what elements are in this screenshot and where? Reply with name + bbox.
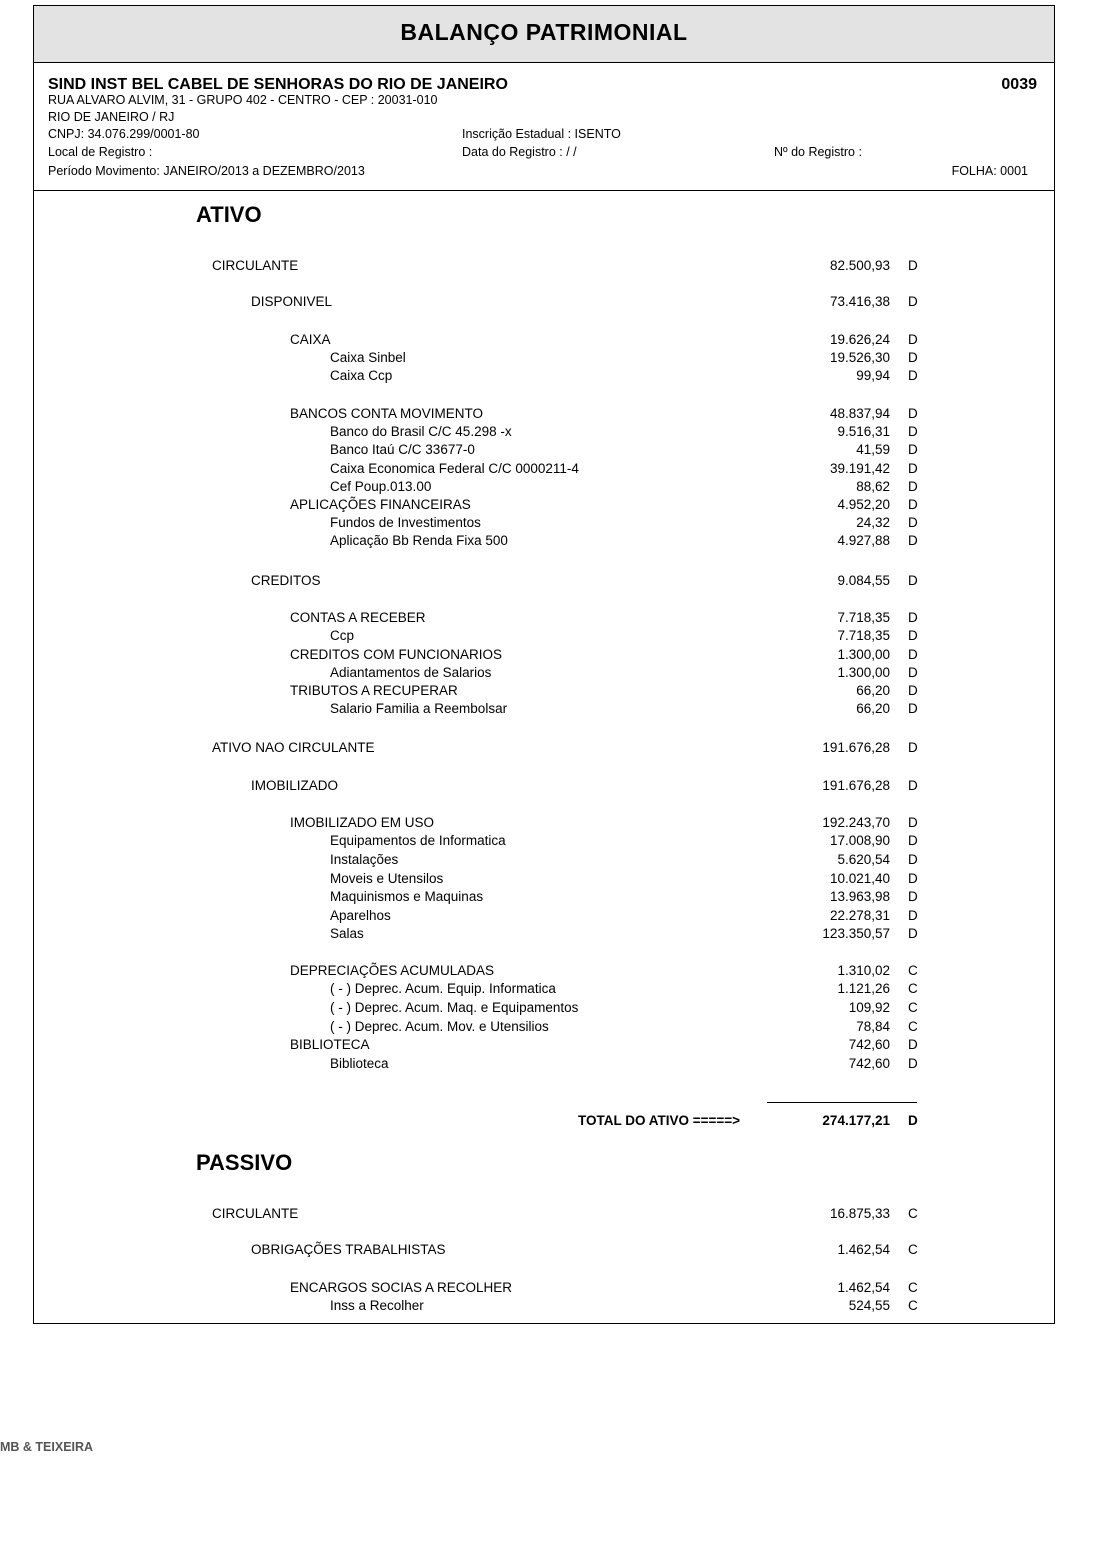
row-label: Banco do Brasil C/C 45.298 -x: [330, 424, 512, 439]
row-amount: 7.718,35: [837, 628, 890, 643]
row-label: Fundos de Investimentos: [330, 515, 481, 530]
row-dc: D: [908, 406, 918, 421]
row-dc: C: [908, 1242, 918, 1257]
row-label: IMOBILIZADO: [251, 778, 339, 793]
local-registro: Local de Registro :: [48, 145, 153, 159]
row-amount: 109,92: [848, 1000, 890, 1015]
table-row: [34, 293, 1054, 311]
row-amount: 66,20: [856, 683, 890, 698]
row-amount: 4.927,88: [837, 533, 890, 548]
row-label: OBRIGAÇÕES TRABALHISTAS: [251, 1242, 446, 1257]
row-dc: D: [908, 258, 918, 273]
row-dc: D: [908, 533, 918, 548]
table-row: [34, 777, 1054, 795]
row-dc: D: [908, 871, 918, 886]
row-dc: D: [908, 889, 918, 904]
row-amount: 16.875,33: [829, 1206, 890, 1221]
table-row: [34, 331, 1054, 349]
numero-registro: Nº do Registro :: [774, 145, 862, 159]
table-row: [34, 907, 1054, 925]
row-label: DISPONIVEL: [251, 294, 333, 309]
table-row: [34, 814, 1054, 832]
row-label: Aparelhos: [330, 908, 391, 923]
row-amount: 22.278,31: [829, 908, 890, 923]
company-address: RUA ALVARO ALVIM, 31 - GRUPO 402 - CENTRO - CEP : 20031-010: [48, 93, 438, 107]
total-dc: D: [908, 1113, 918, 1128]
table-row: [34, 1297, 1054, 1315]
row-label: TRIBUTOS A RECUPERAR: [290, 683, 458, 698]
table-row: [34, 460, 1054, 478]
row-dc: D: [908, 350, 918, 365]
table-row: [34, 682, 1054, 700]
row-dc: D: [908, 442, 918, 457]
row-amount: 48.837,94: [829, 406, 890, 421]
row-dc: D: [908, 628, 918, 643]
row-label: Salario Familia a Reembolsar: [330, 701, 508, 716]
row-dc: C: [908, 1019, 918, 1034]
company-name: SIND INST BEL CABEL DE SENHORAS DO RIO DE JANEIRO: [48, 76, 508, 93]
table-row: [34, 925, 1054, 943]
total-amount: 274.177,21: [822, 1113, 890, 1128]
table-row: [34, 496, 1054, 514]
row-label: DEPRECIAÇÕES ACUMULADAS: [290, 963, 495, 978]
row-label: CREDITOS: [251, 573, 321, 588]
table-row: [34, 980, 1054, 998]
row-label: IMOBILIZADO EM USO: [290, 815, 435, 830]
row-amount: 99,94: [856, 368, 890, 383]
table-row: [34, 367, 1054, 385]
row-amount: 1.462,54: [837, 1280, 890, 1295]
row-amount: 13.963,98: [829, 889, 890, 904]
data-registro: Data do Registro : / /: [462, 145, 577, 159]
row-amount: 1.462,54: [837, 1242, 890, 1257]
row-amount: 191.676,28: [822, 740, 890, 755]
row-dc: C: [908, 1280, 918, 1295]
row-dc: D: [908, 610, 918, 625]
document-header: [34, 63, 1054, 191]
row-amount: 191.676,28: [822, 778, 890, 793]
company-code: 0039: [1001, 76, 1037, 93]
row-dc: D: [908, 852, 918, 867]
table-row: [34, 627, 1054, 645]
periodo-movimento: Período Movimento: JANEIRO/2013 a DEZEMBRO/2013: [48, 164, 365, 178]
table-row: [34, 405, 1054, 423]
row-label: Equipamentos de Informatica: [330, 833, 506, 848]
table-row: [34, 1279, 1054, 1297]
table-row: [34, 423, 1054, 441]
row-amount: 192.243,70: [822, 815, 890, 830]
row-label: Caixa Sinbel: [330, 350, 406, 365]
row-dc: D: [908, 424, 918, 439]
section-title-passivo: PASSIVO: [196, 1150, 293, 1175]
table-row: [34, 700, 1054, 718]
row-amount: 88,62: [856, 479, 890, 494]
row-amount: 742,60: [848, 1056, 890, 1071]
row-dc: C: [908, 963, 918, 978]
row-dc: D: [908, 908, 918, 923]
row-label: BIBLIOTECA: [290, 1037, 370, 1052]
table-row: [34, 739, 1054, 757]
row-label: CIRCULANTE: [212, 1206, 299, 1221]
row-amount: 39.191,42: [829, 461, 890, 476]
table-row: [34, 664, 1054, 682]
row-label: ATIVO NAO CIRCULANTE: [212, 740, 375, 755]
row-label: CAIXA: [290, 332, 331, 347]
row-label: ( - ) Deprec. Acum. Mov. e Utensilios: [330, 1019, 549, 1034]
row-amount: 17.008,90: [829, 833, 890, 848]
table-row: [34, 609, 1054, 627]
table-row: [34, 1036, 1054, 1054]
row-amount: 41,59: [856, 442, 890, 457]
section-title-ativo: ATIVO: [196, 202, 262, 227]
row-dc: D: [908, 740, 918, 755]
table-row: [34, 478, 1054, 496]
row-dc: D: [908, 332, 918, 347]
footer-text: MB & TEIXEIRA: [0, 1440, 94, 1454]
table-row: [34, 572, 1054, 590]
row-amount: 1.300,00: [837, 665, 890, 680]
table-row: [34, 962, 1054, 980]
total-label: TOTAL DO ATIVO =====>: [578, 1113, 741, 1128]
row-dc: C: [908, 1206, 918, 1221]
row-label: Caixa Ccp: [330, 368, 393, 383]
row-dc: D: [908, 368, 918, 383]
table-row: [34, 646, 1054, 664]
row-amount: 4.952,20: [837, 497, 890, 512]
page-title: BALANÇO PATRIMONIAL: [34, 6, 1054, 63]
table-row: [34, 257, 1054, 275]
company-city: RIO DE JANEIRO / RJ: [48, 110, 175, 124]
row-dc: D: [908, 479, 918, 494]
table-row: [34, 1018, 1054, 1036]
row-dc: D: [908, 647, 918, 662]
row-dc: D: [908, 294, 918, 309]
row-amount: 1.310,02: [837, 963, 890, 978]
row-label: Inss a Recolher: [330, 1298, 424, 1313]
row-label: Moveis e Utensilos: [330, 871, 444, 886]
row-label: Aplicação Bb Renda Fixa 500: [330, 533, 508, 548]
table-row: [34, 870, 1054, 888]
table-row: [34, 999, 1054, 1017]
row-dc: D: [908, 926, 918, 941]
row-label: Caixa Economica Federal C/C 0000211-4: [330, 461, 579, 476]
row-label: Cef Poup.013.00: [330, 479, 432, 494]
row-dc: D: [908, 1037, 918, 1052]
row-label: APLICAÇÕES FINANCEIRAS: [290, 497, 471, 512]
row-label: ( - ) Deprec. Acum. Equip. Informatica: [330, 981, 556, 996]
row-amount: 5.620,54: [837, 852, 890, 867]
row-label: Adiantamentos de Salarios: [330, 665, 492, 680]
row-dc: D: [908, 515, 918, 530]
row-label: CONTAS A RECEBER: [290, 610, 426, 625]
row-amount: 1.300,00: [837, 647, 890, 662]
row-amount: 78,84: [856, 1019, 890, 1034]
table-row: [34, 851, 1054, 869]
table-row: [34, 441, 1054, 459]
row-dc: C: [908, 1000, 918, 1015]
document-frame: [33, 5, 1055, 1324]
row-label: CIRCULANTE: [212, 258, 299, 273]
row-label: Biblioteca: [330, 1056, 389, 1071]
row-amount: 19.626,24: [829, 332, 890, 347]
folha-number: FOLHA: 0001: [951, 164, 1028, 178]
row-dc: D: [908, 1056, 918, 1071]
row-dc: C: [908, 981, 918, 996]
row-amount: 7.718,35: [837, 610, 890, 625]
row-label: Banco Itaú C/C 33677-0: [330, 442, 475, 457]
row-dc: D: [908, 778, 918, 793]
row-amount: 73.416,38: [829, 294, 890, 309]
row-dc: D: [908, 833, 918, 848]
row-amount: 66,20: [856, 701, 890, 716]
row-amount: 24,32: [856, 515, 890, 530]
cnpj: CNPJ: 34.076.299/0001-80: [48, 127, 200, 141]
row-dc: D: [908, 815, 918, 830]
row-label: ( - ) Deprec. Acum. Maq. e Equipamentos: [330, 1000, 579, 1015]
row-label: CREDITOS COM FUNCIONARIOS: [290, 647, 503, 662]
row-dc: D: [908, 665, 918, 680]
row-amount: 19.526,30: [829, 350, 890, 365]
table-row: [34, 532, 1054, 550]
total-ativo-row: [34, 1112, 1054, 1130]
row-label: BANCOS CONTA MOVIMENTO: [290, 406, 484, 421]
row-label: Maquinismos e Maquinas: [330, 889, 484, 904]
row-dc: C: [908, 1298, 918, 1313]
row-amount: 10.021,40: [829, 871, 890, 886]
row-dc: D: [908, 461, 918, 476]
table-row: [34, 1055, 1054, 1073]
table-row: [34, 1205, 1054, 1223]
row-label: Ccp: [330, 628, 355, 643]
row-amount: 82.500,93: [829, 258, 890, 273]
row-amount: 742,60: [848, 1037, 890, 1052]
row-amount: 9.084,55: [837, 573, 890, 588]
row-label: Instalações: [330, 852, 399, 867]
inscricao-estadual: Inscrição Estadual : ISENTO: [462, 127, 621, 141]
table-row: [34, 832, 1054, 850]
row-amount: 123.350,57: [822, 926, 890, 941]
row-label: ENCARGOS SOCIAS A RECOLHER: [290, 1280, 513, 1295]
row-amount: 1.121,26: [837, 981, 890, 996]
row-dc: D: [908, 497, 918, 512]
total-divider: [767, 1102, 917, 1103]
row-amount: 524,55: [848, 1298, 890, 1313]
row-dc: D: [908, 573, 918, 588]
row-label: Salas: [330, 926, 364, 941]
table-row: [34, 888, 1054, 906]
row-dc: D: [908, 683, 918, 698]
row-dc: D: [908, 701, 918, 716]
row-amount: 9.516,31: [837, 424, 890, 439]
table-row: [34, 514, 1054, 532]
table-row: [34, 349, 1054, 367]
table-row: [34, 1241, 1054, 1259]
